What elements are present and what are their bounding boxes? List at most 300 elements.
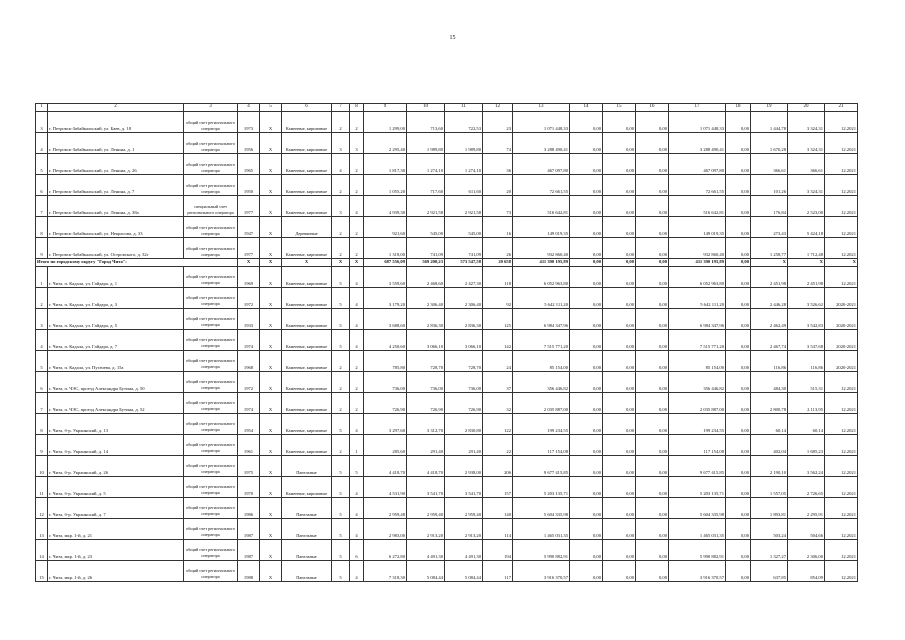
local-funds: 0,00 [636, 175, 669, 196]
max-unit-cost: 3 526,62 [788, 287, 825, 308]
max-unit-cost: 854,09 [788, 560, 825, 581]
entrances: 4 [350, 266, 364, 287]
premises-area: 291,40 [407, 434, 445, 455]
residential-area: 4 491,30 [445, 539, 483, 560]
residential-area: 3 541,70 [445, 476, 483, 497]
other-funds: 0,00 [726, 259, 751, 267]
commission-year: X [260, 238, 282, 259]
floors: 5 [332, 560, 350, 581]
repair-cost-total: 6 984 347,96 [513, 308, 570, 329]
residential-area: 736,00 [445, 371, 483, 392]
residents-count: 20 658 [483, 259, 513, 267]
unit-cost: 2 800,78 [751, 392, 788, 413]
completion-period: 12.2021 [825, 434, 858, 455]
house-address: г. Чита, п. Кадала, ул. Гайдара, д. 1 [48, 266, 184, 287]
total-area: 3 179,20 [364, 287, 407, 308]
house-address: г. Чита, п. Кадала, ул. Гайдара, д. 5 [48, 308, 184, 329]
regional-funds: 0,00 [603, 259, 636, 267]
total-area: 285,60 [364, 434, 407, 455]
federal-funds: 0,00 [570, 287, 603, 308]
premises-area: 3 541,70 [407, 476, 445, 497]
build-year: 1947 [238, 217, 260, 238]
residents-count: 122 [483, 413, 513, 434]
unit-cost: 101,26 [751, 175, 788, 196]
regional-funds: 0,00 [603, 518, 636, 539]
owner-funds: 411 390 195,89 [669, 259, 726, 267]
owner-funds: 6 984 347,96 [669, 308, 726, 329]
floors: 2 [332, 350, 350, 371]
regional-funds: 0,00 [603, 196, 636, 217]
regional-funds: 0,00 [603, 238, 636, 259]
build-year: 1974 [238, 392, 260, 413]
row-number: 7 [36, 392, 48, 413]
max-unit-cost: 3 547,68 [788, 329, 825, 350]
repair-cost-total: 5 203 135,71 [513, 476, 570, 497]
completion-period: 2020-2021 [825, 350, 858, 371]
table-row [36, 455, 858, 476]
owner-funds: 149 019,35 [669, 217, 726, 238]
build-year: 1986 [238, 497, 260, 518]
floors: 5 [332, 455, 350, 476]
completion-period: 12.2021 [825, 476, 858, 497]
page-number: 15 [449, 35, 456, 41]
table-row [36, 413, 858, 434]
row-number: 9 [36, 238, 48, 259]
table-row [36, 518, 858, 539]
residents-count: 140 [483, 497, 513, 518]
other-funds: 0,00 [726, 112, 751, 133]
max-unit-cost: 3 324,31 [788, 112, 825, 133]
repair-cost-total: 467 097,80 [513, 154, 570, 175]
floors: 3 [332, 196, 350, 217]
fund-method: общий счет регионального оператора [184, 539, 238, 560]
build-year: 1988 [238, 560, 260, 581]
premises-area: 4 491,30 [407, 539, 445, 560]
completion-period: 12.2021 [825, 497, 858, 518]
owner-funds: 9 677 415,85 [669, 455, 726, 476]
column-number-13: 13 [513, 104, 570, 112]
local-funds: 0,00 [636, 434, 669, 455]
table-row [36, 133, 858, 154]
regional-funds: 0,00 [603, 413, 636, 434]
residents-count: 22 [483, 434, 513, 455]
residential-area: 3 066,10 [445, 329, 483, 350]
premises-area: 2 468,60 [407, 266, 445, 287]
fund-method: общий счет регионального оператора [184, 266, 238, 287]
fund-method: общий счет регионального оператора [184, 287, 238, 308]
commission-year: X [260, 518, 282, 539]
regional-funds: 0,00 [603, 539, 636, 560]
row-number: 4 [36, 329, 48, 350]
total-area: 687 556,09 [364, 259, 407, 267]
table-row [36, 287, 858, 308]
repair-cost-total: 2 035 887,00 [513, 392, 570, 413]
house-address: г. Петровск-Забайкальский, ул. Ленина, д. 26 [48, 154, 184, 175]
row-number: 3 [36, 308, 48, 329]
completion-period: 12.2021 [825, 133, 858, 154]
unit-cost: 1 258,77 [751, 238, 788, 259]
floors: 5 [332, 308, 350, 329]
entrances: 2 [350, 154, 364, 175]
fund-method: общий счет регионального оператора [184, 497, 238, 518]
regional-funds: 0,00 [603, 560, 636, 581]
max-unit-cost: 3 324,31 [788, 175, 825, 196]
unit-cost: 2 190,10 [751, 455, 788, 476]
table-row [36, 266, 858, 287]
max-unit-cost: 60,14 [788, 413, 825, 434]
row-number: 8 [36, 413, 48, 434]
row-number: 8 [36, 217, 48, 238]
commission-year: X [260, 175, 282, 196]
table-row [36, 560, 858, 581]
commission-year: X [260, 371, 282, 392]
table-row [36, 497, 858, 518]
house-address: г. Чита, б-р. Украинский, д. 7 [48, 497, 184, 518]
local-funds: 0,00 [636, 266, 669, 287]
unit-cost: 60,14 [751, 413, 788, 434]
table-row [36, 112, 858, 133]
repair-cost-total: 932 860,40 [513, 238, 570, 259]
repair-cost-total: 6 052 963,80 [513, 266, 570, 287]
residents-count: 26 [483, 238, 513, 259]
owner-funds: 1 465 031,35 [669, 518, 726, 539]
local-funds: 0,00 [636, 392, 669, 413]
table-row [36, 154, 858, 175]
local-funds: 0,00 [636, 455, 669, 476]
local-funds: 0,00 [636, 476, 669, 497]
regional-funds: 0,00 [603, 455, 636, 476]
build-year: 1987 [238, 518, 260, 539]
local-funds: 0,00 [636, 196, 669, 217]
commission-year: X [260, 133, 282, 154]
local-funds: 0,00 [636, 350, 669, 371]
federal-funds: 0,00 [570, 434, 603, 455]
residents-count: 23 [483, 112, 513, 133]
floors: 5 [332, 476, 350, 497]
repair-cost-total: 5 642 111,20 [513, 287, 570, 308]
column-number-8: 8 [350, 104, 364, 112]
federal-funds: 0,00 [570, 175, 603, 196]
fund-method: общий счет регионального оператора [184, 560, 238, 581]
local-funds: 0,00 [636, 413, 669, 434]
build-year: 1970 [238, 476, 260, 497]
regional-funds: 0,00 [603, 350, 636, 371]
completion-period: 12.2021 [825, 175, 858, 196]
federal-funds: 0,00 [570, 476, 603, 497]
fund-method: общий счет регионального оператора [184, 518, 238, 539]
floors: 5 [332, 329, 350, 350]
max-unit-cost: 515,31 [788, 371, 825, 392]
table-row [36, 350, 858, 371]
owner-funds: 5 604 335,98 [669, 497, 726, 518]
wall-material: Каменные, кирпичные [282, 434, 332, 455]
entrances: 2 [350, 350, 364, 371]
unit-cost: 402,04 [751, 434, 788, 455]
regional-funds: 0,00 [603, 175, 636, 196]
entrances: 5 [350, 455, 364, 476]
floors: 2 [332, 392, 350, 413]
completion-period: 12.2021 [825, 455, 858, 476]
wall-material: Каменные, кирпичные [282, 175, 332, 196]
entrances: 4 [350, 413, 364, 434]
fund-method: общий счет регионального оператора [184, 308, 238, 329]
commission-year: X [260, 434, 282, 455]
column-number-12: 12 [483, 104, 513, 112]
column-number-21: 21 [825, 104, 858, 112]
column-number-16: 16 [636, 104, 669, 112]
residents-count: 24 [483, 350, 513, 371]
completion-period: 2020-2021 [825, 329, 858, 350]
build-year: 1969 [238, 266, 260, 287]
column-number-18: 18 [726, 104, 751, 112]
total-area: 3 688,60 [364, 308, 407, 329]
residents-count: 157 [483, 476, 513, 497]
build-year: 1954 [238, 413, 260, 434]
entrances: X [350, 259, 364, 267]
house-address: г. Чита, п. ЧЭС, проезд Александра Бутина, д. 50 [48, 371, 184, 392]
federal-funds: 0,00 [570, 560, 603, 581]
build-year: 1950 [238, 175, 260, 196]
residential-area: 2 959,40 [445, 497, 483, 518]
wall-material: Каменные, кирпичные [282, 329, 332, 350]
entrances: 3 [350, 133, 364, 154]
repair-cost-total: 7 515 771,20 [513, 329, 570, 350]
repair-cost-total: 199 234,55 [513, 413, 570, 434]
build-year: 1977 [238, 238, 260, 259]
federal-funds: 0,00 [570, 329, 603, 350]
fund-method: общий счет регионального оператора [184, 455, 238, 476]
unit-cost: 273,43 [751, 217, 788, 238]
local-funds: 0,00 [636, 259, 669, 267]
table-row [36, 329, 858, 350]
other-funds: 0,00 [726, 175, 751, 196]
build-year: 1973 [238, 112, 260, 133]
commission-year: X [260, 287, 282, 308]
column-number-7: 7 [332, 104, 350, 112]
table-row [36, 539, 858, 560]
entrances: 4 [350, 560, 364, 581]
row-number: 15 [36, 560, 48, 581]
row-number: 6 [36, 175, 48, 196]
max-unit-cost: 3 324,31 [788, 133, 825, 154]
subtotal-label: Итого по городскому округу "Город Чита": [36, 259, 238, 267]
other-funds: 0,00 [726, 133, 751, 154]
federal-funds: 0,00 [570, 266, 603, 287]
fund-method: общий счет регионального оператора [184, 133, 238, 154]
wall-material: Каменные, кирпичные [282, 350, 332, 371]
fund-method: общий счет регионального оператора [184, 238, 238, 259]
owner-funds: 6 052 963,80 [669, 266, 726, 287]
table-row [36, 217, 858, 238]
owner-funds: 356 446,82 [669, 371, 726, 392]
owner-funds: 467 097,80 [669, 154, 726, 175]
completion-period: 12.2021 [825, 371, 858, 392]
wall-material: Панельные [282, 539, 332, 560]
residential-area: 728,70 [445, 350, 483, 371]
max-unit-cost: 504,66 [788, 518, 825, 539]
commission-year: X [260, 497, 282, 518]
commission-year: X [260, 392, 282, 413]
other-funds: 0,00 [726, 518, 751, 539]
wall-material: Каменные, кирпичные [282, 266, 332, 287]
floors: 2 [332, 434, 350, 455]
total-area: 785,80 [364, 350, 407, 371]
premises-area: 569 200,23 [407, 259, 445, 267]
row-number: 4 [36, 133, 48, 154]
residential-area: 291,40 [445, 434, 483, 455]
table-row [36, 175, 858, 196]
house-address: г. Чита, б-р. Украинский, д. 26 [48, 455, 184, 476]
regional-funds: 0,00 [603, 133, 636, 154]
unit-cost: 484,30 [751, 371, 788, 392]
house-address: г. Петровск-Забайкальский, ул. Ленина, д. 1 [48, 133, 184, 154]
local-funds: 0,00 [636, 329, 669, 350]
fund-method: общий счет регионального оператора [184, 154, 238, 175]
owner-funds: 3 288 490,41 [669, 133, 726, 154]
residents-count: 142 [483, 329, 513, 350]
residents-count: 16 [483, 217, 513, 238]
federal-funds: 0,00 [570, 133, 603, 154]
house-address: г. Петровск-Забайкальский, ул. Островского, д. 32г [48, 238, 184, 259]
table-row [36, 238, 858, 259]
repair-cost-total: 356 446,82 [513, 371, 570, 392]
row-number: 9 [36, 434, 48, 455]
commission-year: X [260, 112, 282, 133]
fund-method: общий счет регионального оператора [184, 112, 238, 133]
total-area: 1 318,00 [364, 238, 407, 259]
other-funds: 0,00 [726, 196, 751, 217]
completion-period: 12.2021 [825, 196, 858, 217]
local-funds: 0,00 [636, 238, 669, 259]
wall-material: Каменные, кирпичные [282, 413, 332, 434]
entrances: 2 [350, 392, 364, 413]
other-funds: 0,00 [726, 455, 751, 476]
regional-funds: 0,00 [603, 497, 636, 518]
regional-funds: 0,00 [603, 217, 636, 238]
owner-funds: 7 515 771,20 [669, 329, 726, 350]
floors: 4 [332, 154, 350, 175]
column-number-19: 19 [751, 104, 788, 112]
column-number-10: 10 [407, 104, 445, 112]
repair-cost-total: 411 390 195,89 [513, 259, 570, 267]
house-address: г. Чита, мкр. 1-й, д. 23 [48, 539, 184, 560]
row-number: 1 [36, 266, 48, 287]
residents-count: 36 [483, 154, 513, 175]
completion-period: 2020-2021 [825, 287, 858, 308]
total-area: 726,90 [364, 392, 407, 413]
fund-method: общий счет регионального оператора [184, 392, 238, 413]
floors: 5 [332, 266, 350, 287]
fund-method: общий счет регионального оператора [184, 434, 238, 455]
residents-count: 37 [483, 371, 513, 392]
row-number: 7 [36, 196, 48, 217]
repair-cost-total: 3 288 490,41 [513, 133, 570, 154]
house-address: г. Чита, п. Кадала, ул. Пугачева, д. 15а [48, 350, 184, 371]
total-area: 2 295,40 [364, 133, 407, 154]
premises-area: 713,60 [407, 112, 445, 133]
residential-area: 2 306,40 [445, 287, 483, 308]
row-number: 12 [36, 497, 48, 518]
residential-area: 2 830,80 [445, 413, 483, 434]
total-area: 7 318,30 [364, 560, 407, 581]
other-funds: 0,00 [726, 476, 751, 497]
other-funds: 0,00 [726, 539, 751, 560]
entrances: 6 [350, 539, 364, 560]
wall-material: Каменные, кирпичные [282, 133, 332, 154]
floors: 5 [332, 518, 350, 539]
floors: 2 [332, 112, 350, 133]
premises-area: 2 913,20 [407, 518, 445, 539]
regional-funds: 0,00 [603, 112, 636, 133]
wall-material: Каменные, кирпичные [282, 476, 332, 497]
residents-count: 32 [483, 392, 513, 413]
max-unit-cost: 3 562,24 [788, 455, 825, 476]
wall-material: Деревянные [282, 217, 332, 238]
max-unit-cost: X [788, 259, 825, 267]
completion-period: 12.2021 [825, 217, 858, 238]
row-number: 6 [36, 371, 48, 392]
column-number-20: 20 [788, 104, 825, 112]
max-unit-cost: 2 451,98 [788, 266, 825, 287]
build-year: 1987 [238, 539, 260, 560]
table-row [36, 476, 858, 497]
repair-cost-total: 3 916 370,57 [513, 560, 570, 581]
regional-funds: 0,00 [603, 308, 636, 329]
wall-material: Каменные, кирпичные [282, 196, 332, 217]
other-funds: 0,00 [726, 308, 751, 329]
wall-material: Панельные [282, 497, 332, 518]
completion-period: 12.2021 [825, 154, 858, 175]
column-number-2: 2 [48, 104, 184, 112]
row-number: 2 [36, 287, 48, 308]
entrances: 4 [350, 196, 364, 217]
premises-area: 1 989,80 [407, 133, 445, 154]
unit-cost: 1 557,05 [751, 476, 788, 497]
residential-area: 1 274,10 [445, 154, 483, 175]
unit-cost: 1 893,81 [751, 497, 788, 518]
entrances: 2 [350, 217, 364, 238]
premises-area: 5 084,44 [407, 560, 445, 581]
residential-area: 2 938,00 [445, 455, 483, 476]
federal-funds: 0,00 [570, 112, 603, 133]
owner-funds: 5 990 882,91 [669, 539, 726, 560]
wall-material: Каменные, кирпичные [282, 371, 332, 392]
entrances: 2 [350, 112, 364, 133]
house-address: г. Чита, б-р. Украинский, д. 14 [48, 434, 184, 455]
local-funds: 0,00 [636, 154, 669, 175]
local-funds: 0,00 [636, 133, 669, 154]
column-number-4: 4 [238, 104, 260, 112]
federal-funds: 0,00 [570, 238, 603, 259]
floors: 5 [332, 413, 350, 434]
total-area: 1 817,30 [364, 154, 407, 175]
fund-method: общий счет регионального оператора [184, 217, 238, 238]
premises-area: 736,00 [407, 371, 445, 392]
column-number-14: 14 [570, 104, 603, 112]
other-funds: 0,00 [726, 217, 751, 238]
residents-count: 206 [483, 455, 513, 476]
commission-year: X [260, 154, 282, 175]
column-number-5: 5 [260, 104, 282, 112]
residents-count: 194 [483, 539, 513, 560]
max-unit-cost: 1 685,23 [788, 434, 825, 455]
total-area: 4 939,30 [364, 196, 407, 217]
house-address: г. Чита, п. Кадала, ул. Гайдара, д. 7 [48, 329, 184, 350]
house-address: г. Петровск-Забайкальский, ул. Баев, д. 18 [48, 112, 184, 133]
residential-area: 2 427,30 [445, 266, 483, 287]
floors: 2 [332, 371, 350, 392]
row-number: 10 [36, 455, 48, 476]
